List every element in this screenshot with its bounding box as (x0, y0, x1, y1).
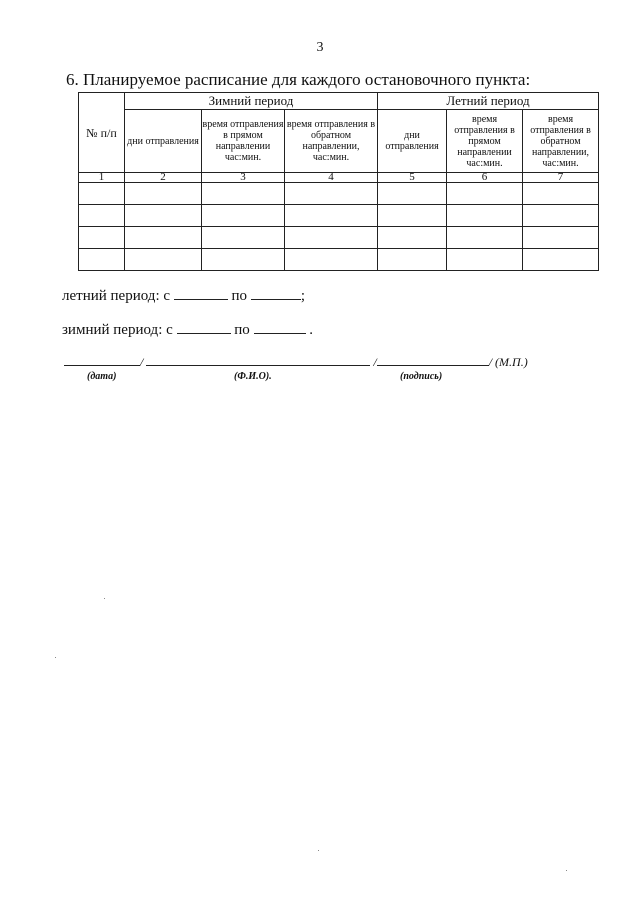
table-row (79, 205, 599, 227)
column-index: 2 (125, 173, 202, 183)
table-cell[interactable] (125, 183, 202, 205)
table-cell[interactable] (79, 249, 125, 271)
table-cell[interactable] (285, 205, 378, 227)
winter-period-header: Зимний период (125, 93, 378, 110)
signature-separator: / (488, 355, 493, 369)
table-cell[interactable] (378, 205, 447, 227)
table-cell[interactable] (447, 227, 523, 249)
scan-speck (104, 598, 105, 599)
table-row (79, 227, 599, 249)
column-index: 6 (447, 173, 523, 183)
table-row (79, 249, 599, 271)
summer-forward-time-header: время отправления в прямом направлении час:мин. (447, 110, 523, 173)
summer-departure-days-header: дни отправления (378, 110, 447, 173)
column-index: 5 (378, 173, 447, 183)
signature-captions (0, 371, 640, 385)
full-name-field[interactable] (146, 354, 370, 366)
table-cell[interactable] (125, 249, 202, 271)
summer-end-mark: ; (300, 288, 305, 304)
signature-separator: / (140, 355, 144, 369)
summer-period-header: Летний период (378, 93, 599, 110)
winter-departure-days-header: дни отправления (125, 110, 202, 173)
table-cell[interactable] (202, 249, 285, 271)
column-index-row (79, 173, 599, 183)
table-cell[interactable] (523, 183, 599, 205)
table-cell[interactable] (523, 249, 599, 271)
summer-return-time-header: время отправления в обратном направлении, час:мин. (523, 110, 599, 173)
table-cell[interactable] (523, 205, 599, 227)
table-cell[interactable] (447, 249, 523, 271)
table-cell[interactable] (202, 227, 285, 249)
table-cell[interactable] (378, 183, 447, 205)
table-cell[interactable] (285, 249, 378, 271)
summer-end-field[interactable] (251, 287, 301, 300)
summer-to-label: по (231, 288, 248, 304)
summer-start-field[interactable] (174, 287, 228, 300)
table-cell[interactable] (447, 183, 523, 205)
table-cell[interactable] (125, 227, 202, 249)
schedule-table (78, 92, 599, 271)
winter-return-time-header: время отправления в обратном направлении, час:мин. (285, 110, 378, 173)
winter-forward-time-header: время отправления в прямом направлении час:мин. (202, 110, 285, 173)
winter-to-label: по (234, 322, 250, 338)
summer-period-line (62, 287, 305, 305)
table-cell[interactable] (378, 227, 447, 249)
signature-separator: / (373, 355, 377, 369)
column-index: 7 (523, 173, 599, 183)
date-caption: (дата) (87, 371, 117, 382)
summer-period-label: летний период: с (62, 288, 171, 304)
winter-period-line (62, 321, 313, 339)
signature-field[interactable] (377, 354, 489, 366)
stamp-placeholder: (М.П.) (495, 355, 528, 369)
table-cell[interactable] (125, 205, 202, 227)
winter-period-label: зимний период: с (62, 322, 173, 338)
column-index: 4 (285, 173, 378, 183)
signature-line (64, 354, 544, 370)
table-cell[interactable] (202, 183, 285, 205)
table-cell[interactable] (79, 227, 125, 249)
winter-end-mark: . (309, 322, 314, 338)
table-cell[interactable] (285, 227, 378, 249)
table-row (79, 183, 599, 205)
table-cell[interactable] (378, 249, 447, 271)
column-index: 3 (202, 173, 285, 183)
section-title: 6. Планируемое расписание для каждого остановочного пункта: (66, 70, 531, 89)
column-index: 1 (79, 173, 125, 183)
number-column-header: № п/п (79, 93, 125, 173)
table-cell[interactable] (447, 205, 523, 227)
winter-start-field[interactable] (177, 321, 231, 334)
page-number: 3 (316, 40, 324, 55)
signature-caption: (подпись) (400, 371, 443, 382)
winter-end-field[interactable] (254, 321, 306, 334)
table-cell[interactable] (202, 205, 285, 227)
scan-speck (55, 657, 56, 658)
full-name-caption: (Ф.И.О). (234, 371, 272, 382)
table-cell[interactable] (79, 183, 125, 205)
table-cell[interactable] (79, 205, 125, 227)
scan-speck (318, 850, 319, 851)
scan-speck (566, 870, 567, 871)
date-field[interactable] (64, 354, 140, 366)
table-cell[interactable] (523, 227, 599, 249)
table-cell[interactable] (285, 183, 378, 205)
